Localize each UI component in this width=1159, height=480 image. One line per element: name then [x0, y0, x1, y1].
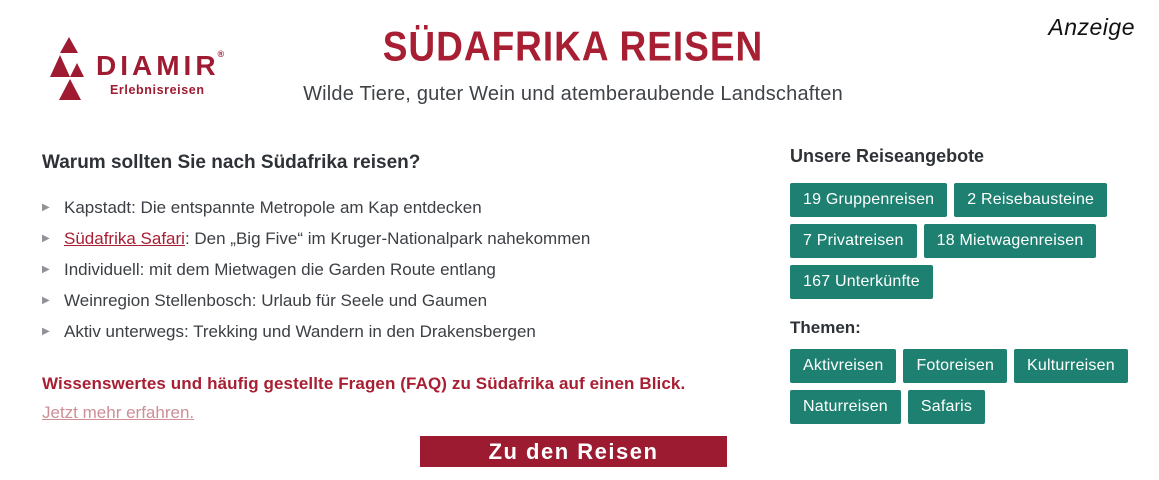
triangle-bullet-icon: ▶ — [42, 264, 50, 275]
registered-mark: ® — [217, 49, 229, 59]
bullet-text — [64, 292, 487, 309]
brand-name-label: DIAMIR — [96, 50, 220, 81]
list-item — [42, 199, 722, 216]
zu-den-reisen-button[interactable]: Zu den Reisen — [420, 436, 727, 467]
list-item — [42, 292, 722, 309]
brand-logo[interactable] — [50, 36, 230, 101]
theme-aktivreisen-button[interactable]: Aktivreisen — [790, 349, 896, 383]
theme-safaris-button[interactable]: Safaris — [908, 390, 985, 424]
triangle-bullet-icon: ▶ — [42, 233, 50, 244]
triangle-bullet-icon: ▶ — [42, 326, 50, 337]
brand-tagline: Erlebnisreisen — [110, 83, 205, 97]
page-title: SÜDAFRIKA REISEN — [382, 23, 764, 70]
offer-gruppenreisen-button[interactable]: 19 Gruppenreisen — [790, 183, 947, 217]
bullet-text — [64, 261, 496, 278]
ad-label: Anzeige — [1048, 14, 1135, 40]
list-item — [42, 230, 722, 247]
triangle-bullet-icon: ▶ — [42, 202, 50, 213]
themes-heading: Themen: — [790, 318, 861, 337]
offers-section — [790, 146, 1140, 424]
bullet-text-label: Kapstadt: Die entspannte Metropole am Kap entdecken — [64, 198, 482, 217]
brand-name — [96, 49, 230, 81]
theme-naturreisen-button[interactable]: Naturreisen — [790, 390, 901, 424]
bullet-text-label: Aktiv unterwegs: Trekking und Wandern in den Drakensbergen — [64, 322, 536, 341]
bullet-text-label: : Den „Big Five“ im Kruger-Nationalpark nahekommen — [184, 229, 591, 248]
faq-more-link[interactable]: Jetzt mehr erfahren. — [42, 403, 195, 422]
brand-text — [96, 49, 230, 97]
reasons-heading: Warum sollten Sie nach Südafrika reisen? — [42, 152, 421, 173]
page-subtitle: Wilde Tiere, guter Wein und atemberaubende Landschaften — [303, 83, 843, 105]
theme-kulturreisen-button[interactable]: Kulturreisen — [1014, 349, 1128, 383]
bullet-text — [64, 230, 590, 247]
theme-fotoreisen-button[interactable]: Fotoreisen — [903, 349, 1007, 383]
offer-mietwagenreisen-button[interactable]: 18 Mietwagenreisen — [924, 224, 1097, 258]
bullet-text — [64, 323, 536, 340]
hero — [303, 23, 843, 106]
offer-reisebausteine-button[interactable]: 2 Reisebausteine — [954, 183, 1107, 217]
list-item — [42, 261, 722, 278]
reasons-section — [42, 152, 722, 423]
faq-text: Wissenswertes und häufig gestellte Fragen (FAQ) zu Südafrika auf einen Blick. — [42, 374, 686, 393]
safari-link[interactable]: Südafrika Safari — [64, 229, 185, 248]
list-item — [42, 323, 722, 340]
bullet-text-label: Individuell: mit dem Mietwagen die Garden Route entlang — [64, 260, 496, 279]
themes-buttons — [790, 349, 1140, 424]
bullet-text-label: Weinregion Stellenbosch: Urlaub für Seele und Gaumen — [64, 291, 488, 310]
reasons-list — [42, 199, 722, 340]
offers-buttons — [790, 183, 1140, 299]
offer-privatreisen-button[interactable]: 7 Privatreisen — [790, 224, 917, 258]
bullet-text — [64, 199, 482, 216]
triangle-bullet-icon: ▶ — [42, 295, 50, 306]
offer-unterkuenfte-button[interactable]: 167 Unterkünfte — [790, 265, 933, 299]
offers-heading: Unsere Reiseangebote — [790, 146, 985, 166]
diamir-triangles-icon — [50, 36, 84, 101]
